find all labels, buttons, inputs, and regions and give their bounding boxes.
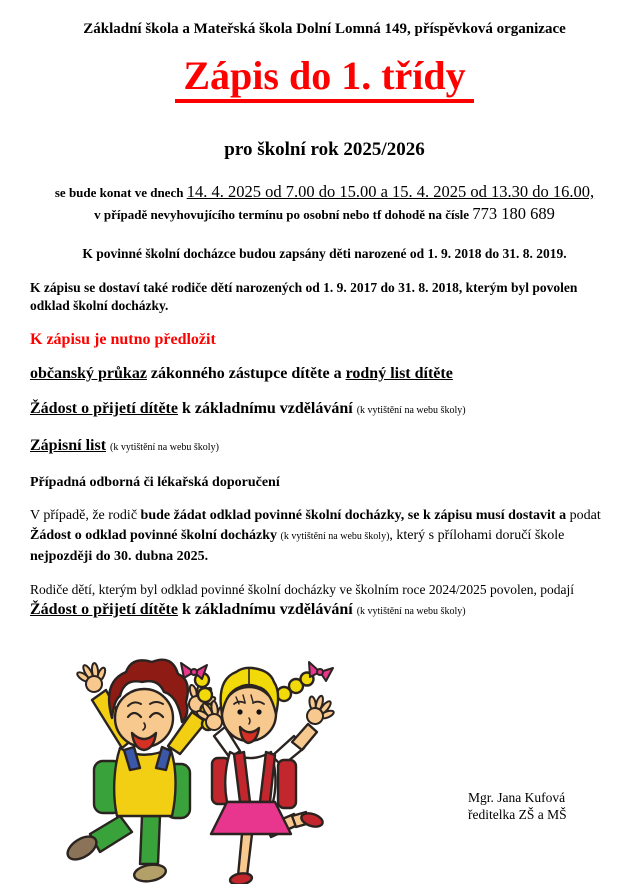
dates-lead: se bude konat ve dnech bbox=[54, 185, 187, 200]
web-note: (k vytištění na webu školy) bbox=[356, 606, 466, 617]
web-note: (k vytištění na webu školy) bbox=[280, 531, 390, 542]
signature-name: Mgr. Jana Kufová bbox=[468, 790, 566, 805]
postpone-deadline: nejpozději do 30. dubna 2025. bbox=[30, 549, 209, 564]
children-jumping-illustration bbox=[44, 626, 346, 884]
web-note: (k vytištění na webu školy) bbox=[110, 442, 219, 453]
signature-block bbox=[468, 789, 567, 823]
requirement-id-card bbox=[30, 364, 619, 384]
title-row bbox=[30, 54, 619, 103]
requirement-application bbox=[30, 399, 619, 421]
prev-t1: Rodiče dětí, kterým byl odklad povinné školní docházky ve školním roce 2024/2025 povolen, podají bbox=[30, 582, 575, 597]
birth-certificate-label: rodný list dítěte bbox=[345, 365, 453, 382]
deferral-request-paragraph bbox=[30, 506, 619, 567]
postpone-b1: bude žádat odklad povinné školní docházky, se k zápisu musí dostavit a bbox=[140, 508, 570, 523]
requirements-heading: K zápisu je nutno předložit bbox=[30, 331, 216, 348]
requirement-enrollment-sheet bbox=[30, 436, 619, 458]
deferred-line2: odklad školní docházky. bbox=[30, 298, 169, 313]
previous-deferral-paragraph bbox=[30, 580, 619, 622]
page-title: Zápis do 1. třídy bbox=[175, 54, 473, 103]
web-note: (k vytištění na webu školy) bbox=[356, 405, 466, 416]
signature-role: ředitelka ZŠ a MŠ bbox=[468, 807, 567, 822]
organization-header: Základní škola a Mateřská škola Dolní Lomná 149, příspěvková organizace bbox=[83, 21, 566, 37]
postpone-b2: Žádost o odklad povinné školní docházky bbox=[30, 528, 281, 543]
id-card-label: občanský průkaz bbox=[30, 365, 147, 382]
deferred-line1: K zápisu se dostaví také rodiče dětí narozených od 1. 9. 2017 do 31. 8. 2018, kterým byl povolen bbox=[30, 280, 578, 295]
prev-application-label: Žádost o přijetí dítěte bbox=[30, 601, 178, 618]
application-rest: k základnímu vzdělávání bbox=[177, 400, 357, 417]
postpone-t2: podat bbox=[569, 508, 601, 523]
phone-lead: v případě nevyhovujícího termínu po osobní nebo tf dohodě na čísle bbox=[94, 207, 473, 222]
enrollment-sheet-label: Zápisní list bbox=[30, 437, 107, 454]
enrollment-dates: 14. 4. 2025 od 7.00 do 15.00 a 15. 4. 2025 od 13.30 do 16.00, bbox=[186, 182, 595, 201]
id-card-mid: zákonného zástupce dítěte a bbox=[146, 365, 346, 382]
school-year-subtitle: pro školní rok 2025/2026 bbox=[224, 139, 425, 160]
children-jumping-svg bbox=[44, 626, 346, 884]
mandatory-attendance-paragraph: K povinné školní docházce budou zapsány děti narozené od 1. 9. 2018 do 31. 8. 2019. bbox=[82, 246, 567, 261]
enrollment-dates-paragraph bbox=[30, 181, 619, 225]
postpone-t1: V případě, že rodič bbox=[30, 508, 141, 523]
deferred-children-paragraph bbox=[30, 279, 619, 315]
application-label: Žádost o přijetí dítěte bbox=[30, 400, 178, 417]
postpone-t3: , který s přílohami doručí škole bbox=[389, 528, 565, 543]
prev-application-rest: k základnímu vzdělávání bbox=[177, 601, 357, 618]
requirement-recommendations: Případná odborná či lékařská doporučení bbox=[30, 475, 280, 490]
phone-number: 773 180 689 bbox=[472, 204, 555, 223]
